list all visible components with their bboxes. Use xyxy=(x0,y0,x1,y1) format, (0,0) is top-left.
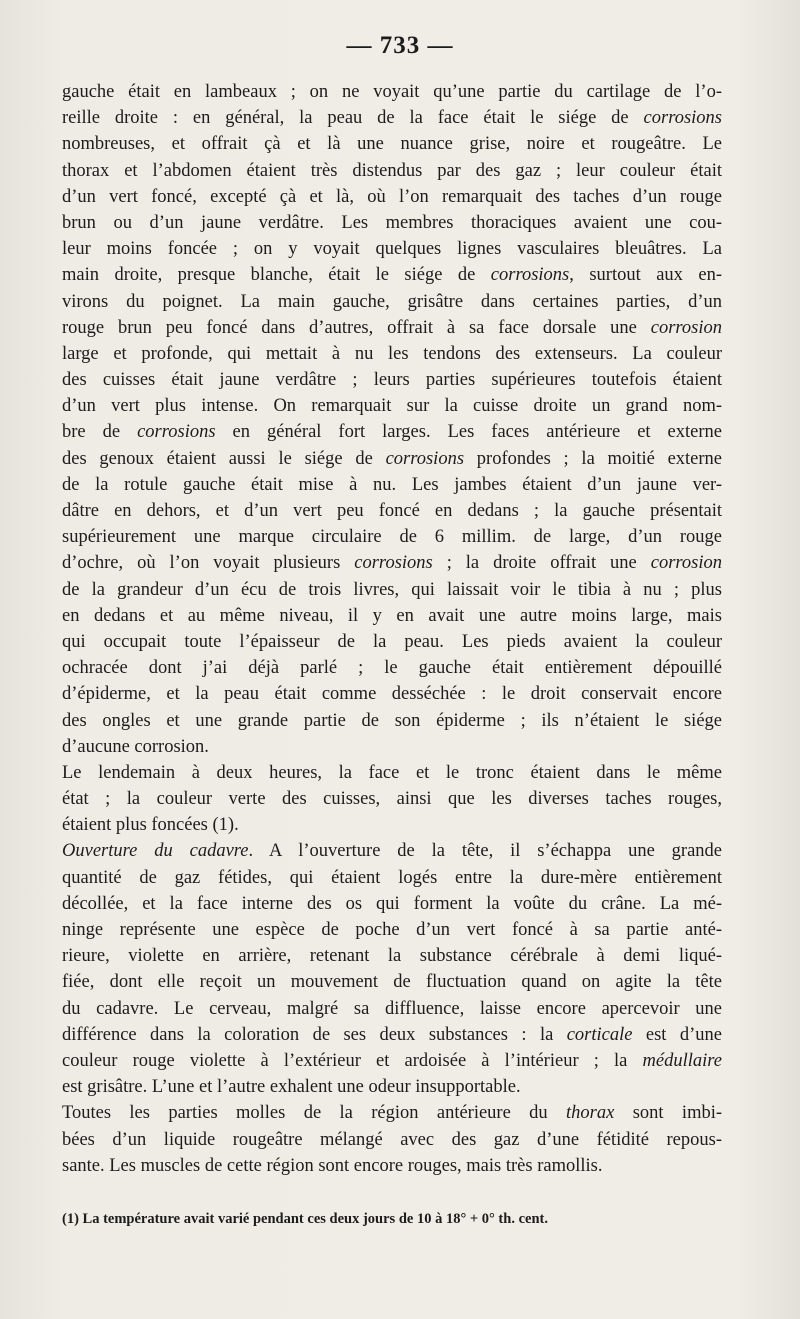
text-line: couleur rouge violette à l’extérieur et ardoisée à l’intérieur ; la médullaire xyxy=(62,1050,722,1071)
text-line: large et profonde, qui mettait à nu les tendons des extenseurs. La couleur xyxy=(62,343,722,364)
text-line: quantité de gaz fétides, qui étaient logés entre la dure-mère entièrement xyxy=(62,867,722,888)
body-text xyxy=(62,79,722,1179)
text-line: bées d’un liquide rougeâtre mélangé avec des gaz d’une fétidité repous- xyxy=(62,1129,722,1150)
text-line: fiée, dont elle reçoit un mouvement de fluctuation quand on agite la tête xyxy=(62,972,722,993)
text-line: des ongles et une grande partie de son épiderme ; ils n’étaient le siége xyxy=(62,710,722,731)
text-line: du cadavre. Le cerveau, malgré sa diffluence, laisse encore apercevoir une xyxy=(62,998,722,1019)
text-line: d’ochre, où l’on voyait plusieurs corrosions ; la droite offrait une corrosion xyxy=(62,553,722,574)
text-line: de la grandeur d’un écu de trois livres, qui laissait voir le tibia à nu ; plus xyxy=(62,579,722,600)
text-line: ochracée dont j’ai déjà parlé ; le gauche était entièrement dépouillé xyxy=(62,658,722,679)
text-line: qui occupait toute l’épaisseur de la peau. Les pieds avaient la couleur xyxy=(62,631,722,652)
text-line: reille droite : en général, la peau de la face était le siége de corrosions xyxy=(62,108,722,129)
text-line: d’aucune corrosion. xyxy=(62,736,209,757)
text-line: est grisâtre. L’une et l’autre exhalent une odeur insupportable. xyxy=(62,1077,521,1098)
page-number: — 733 — xyxy=(346,32,454,59)
text-line: en dedans et au même niveau, il y en avait une autre moins large, mais xyxy=(62,605,722,626)
footnote: (1) La température avait varié pendant ces deux jours de 10 à 18° + 0° th. cent. xyxy=(62,1211,548,1227)
text-line: Ouverture du cadavre. A l’ouverture de la tête, il s’échappa une grande xyxy=(62,841,723,862)
text-line: brun ou d’un jaune verdâtre. Les membres thoraciques avaient une cou- xyxy=(62,212,722,233)
text-line: d’un vert foncé, excepté çà et là, où l’on remarquait des taches d’un rouge xyxy=(62,186,722,207)
text-line: des genoux étaient aussi le siége de corrosions profondes ; la moitié externe xyxy=(62,448,722,469)
text-line: main droite, presque blanche, était le siége de corrosions, surtout aux en- xyxy=(62,265,722,286)
text-line: d’épiderme, et la peau était comme desséchée : le droit conservait encore xyxy=(62,684,722,705)
text-line: gauche était en lambeaux ; on ne voyait qu’une partie du cartilage de l’o- xyxy=(62,82,722,102)
text-line: d’un vert plus intense. On remarquait sur la cuisse droite un grand nom- xyxy=(62,396,722,417)
text-line: dâtre en dehors, et d’un vert peu foncé en dedans ; la gauche présentait xyxy=(62,501,722,521)
text-line: rouge brun peu foncé dans d’autres, offrait à sa face dorsale une corrosion xyxy=(62,317,722,338)
text-line: Le lendemain à deux heures, la face et le tronc étaient dans le même xyxy=(62,762,722,783)
text-line: ninge représente une espèce de poche d’un vert foncé à sa partie anté- xyxy=(62,920,722,940)
text-line: virons du poignet. La main gauche, grisâtre dans certaines parties, d’un xyxy=(62,291,722,312)
text-line: de la rotule gauche était mise à nu. Les jambes étaient d’un jaune ver- xyxy=(62,474,722,495)
text-line: des cuisses était jaune verdâtre ; leurs parties supérieures toutefois étaient xyxy=(62,370,722,391)
text-line: sante. Les muscles de cette région sont encore rouges, mais très ramollis. xyxy=(62,1155,603,1176)
text-line: nombreuses, et offrait çà et là une nuance grise, noire et rougeâtre. Le xyxy=(62,134,722,155)
text-line: étaient plus foncées (1). xyxy=(62,815,239,836)
text-line: état ; la couleur verte des cuisses, ainsi que les diverses taches rouges, xyxy=(62,789,722,810)
text-line: bre de corrosions en général fort larges. Les faces antérieure et externe xyxy=(62,422,722,443)
text-line: supérieurement une marque circulaire de 6 millim. de large, d’un rouge xyxy=(62,527,722,548)
text-line: leur moins foncée ; on y voyait quelques lignes vasculaires bleuâtres. La xyxy=(62,239,722,260)
text-line: décollée, et la face interne des os qui forment la voûte du crâne. La mé- xyxy=(62,893,722,914)
text-line: thorax et l’abdomen étaient très distendus par des gaz ; leur couleur était xyxy=(62,160,722,181)
text-line: différence dans la coloration de ses deux substances : la corticale est d’une xyxy=(62,1024,722,1045)
text-line: Toutes les parties molles de la région antérieure du thorax sont imbi- xyxy=(62,1103,723,1124)
text-line: rieure, violette en arrière, retenant la substance cérébrale à demi liqué- xyxy=(62,946,722,967)
